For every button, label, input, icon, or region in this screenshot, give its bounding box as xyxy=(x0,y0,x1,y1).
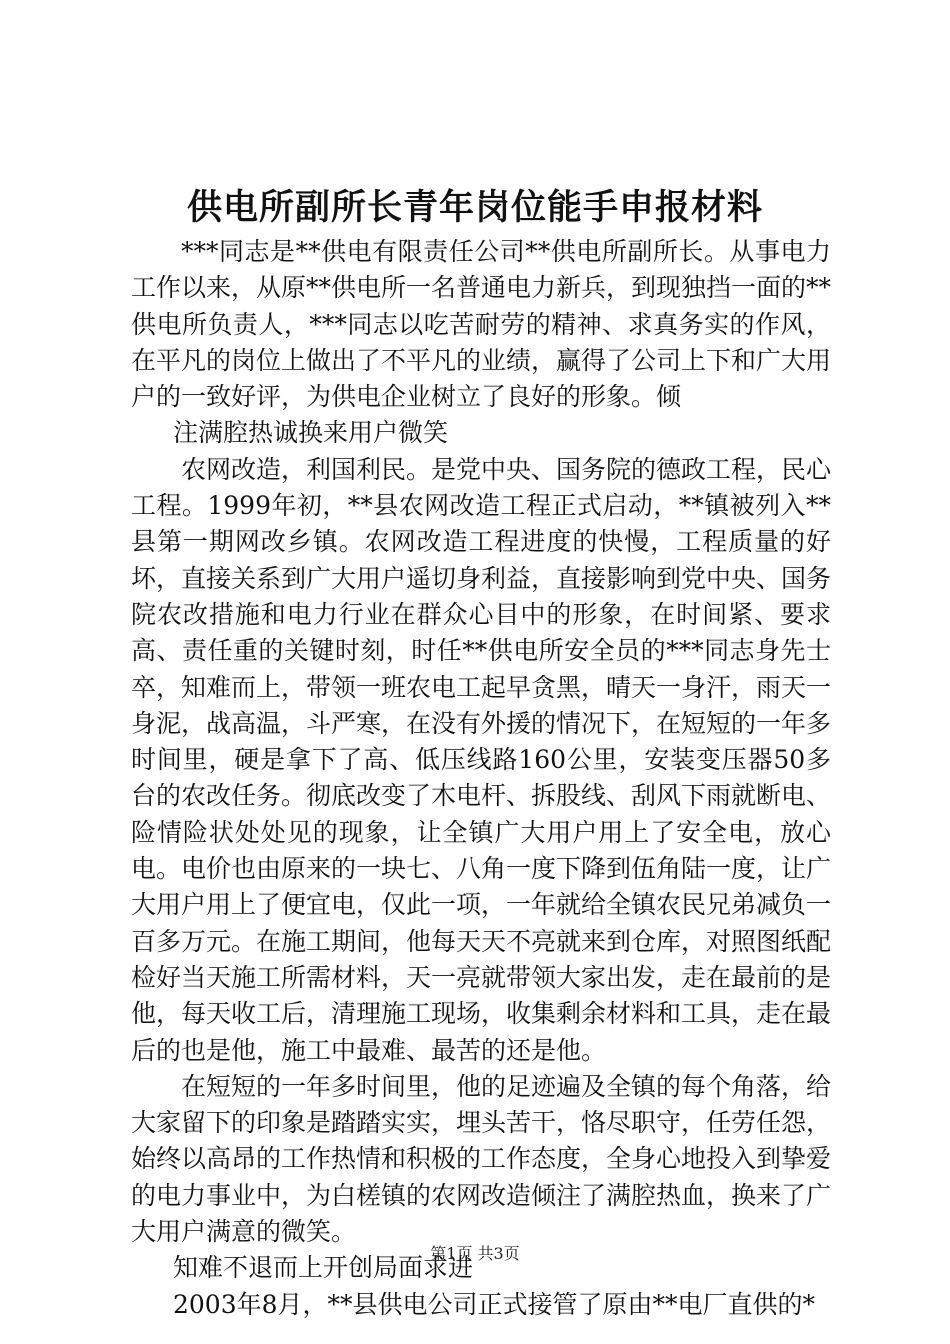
paragraph-intro: ***同志是**供电有限责任公司**供电所副所长。从事电力工作以来，从原**供电所一名普通电力新兵，到现独挡一面的**供电所负责人，***同志以吃苦耐劳的精神、求真务实的作风，在平凡的岗位上做出了不平凡的业绩，赢得了公司上下和广大用户的一致好评，为供电企业树立了良好的形象。倾 xyxy=(131,237,832,412)
page-number-footer: 第1页 共3页 xyxy=(430,1244,520,1263)
section-heading-1: 注满腔热诚换来用户微笑 xyxy=(173,418,449,448)
document-body xyxy=(131,234,831,1323)
section-heading-2: 知难不退而上开创局面求进 xyxy=(173,1253,474,1283)
paragraph-rural-grid: 农网改造，利国利民。是党中央、国务院的德政工程，民心工程。1999年初，**县农网改造工程正式启动，**镇被列入**县第一期网改乡镇。农网改造工程进度的快慢，工程质量的好坏，直接关系到广大用户遥切身利益，直接影响到党中央、国务院农改措施和电力行业在群众心目中的形象，在时间紧、要求高、责任重的关键时刻，时任**供电所安全员的***同志身先士卒，知难而上，带领一班农电工起早贪黑，晴天一身汗，雨天一身泥，战高温，斗严寒，在没有外援的情况下，在短短的一年多时间里，硬是拿下了高、低压线路160公里，安装变压器50多台的农改任务。彻底改变了木电杆、拆股线、刮风下雨就断电、险情险状处处见的现象，让全镇广大用户用上了安全电，放心电。电价也由原来的一块七、八角一度下降到伍角陆一度，让广大用户用上了便宜电，仅此一项，一年就给全镇农民兄弟减负一百多万元。在施工期间，他每天天不亮就来到仓库，对照图纸配检好当天施工所需材料，天一亮就带领大家出发，走在最前的是他，每天收工后，清理施工现场，收集剩余材料和工具，走在最后的也是他，施工中最难、最苦的还是他。 xyxy=(131,454,832,1065)
document-title: 供电所副所长青年岗位能手申报材料 xyxy=(186,187,763,228)
paragraph-2003: 2003年8月，**县供电公司正式接管了原由**电厂直供的* xyxy=(173,1289,816,1319)
paragraph-footprints: 在短短的一年多时间里，他的足迹遍及全镇的每个角落，给大家留下的印象是踏踏实实，埋头苦干，恪尽职守，任劳任怨，始终以高昂的工作热情和积极的工作态度，全身心地投入到挚爱的电力事业中，为白槎镇的农网改造倾注了满腔热血，换来了广大用户满意的微笑。 xyxy=(131,1071,832,1247)
